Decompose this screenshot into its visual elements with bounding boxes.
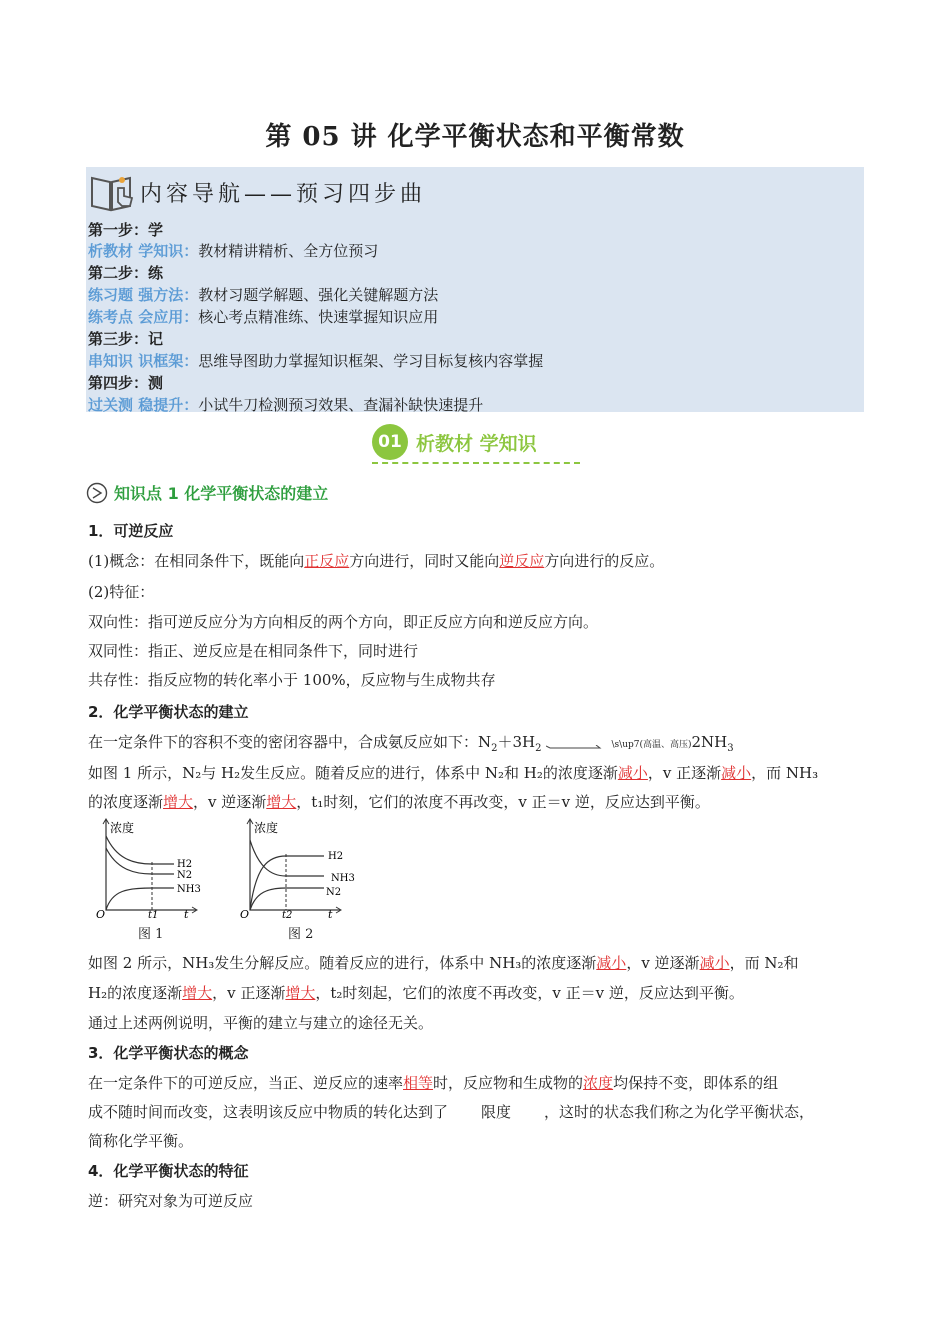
book-hand-icon [88, 170, 136, 214]
paragraph-line: 通过上述两例说明，平衡的建立与建立的途径无关。 [88, 1014, 434, 1032]
paragraph-line: 逆：研究对象为可逆反应 [88, 1192, 254, 1210]
text: 的浓度逐渐 [88, 793, 164, 811]
t-axis-label: t [184, 908, 189, 920]
text: ，v 正逐渐 [647, 764, 722, 782]
section-number: 01 [372, 424, 408, 460]
text: 如图 1 所示，N₂与 H₂发生反应。随着反应的进行，体系中 N₂和 H₂的浓度逐渐 [88, 764, 618, 782]
curve-label: N2 [326, 887, 342, 898]
answer-text: 增大 [163, 793, 194, 811]
text: ，v 正逐渐 [212, 984, 286, 1002]
answer-text: 增大 [182, 984, 213, 1002]
step-label: 第三步：记 [88, 330, 164, 348]
paragraph-line [88, 952, 799, 973]
step-label: 第一步：学 [88, 221, 164, 239]
text: ，t₁时刻，它们的浓度不再改变，v 正＝v 逆，反应达到平衡。 [296, 793, 710, 811]
content-navigation-box [86, 167, 864, 412]
y-axis-label: 浓度 [110, 821, 135, 835]
paragraph-line [88, 1072, 778, 1093]
section-label: 析教材 学知识 [416, 432, 537, 455]
t-axis-label: t [328, 908, 333, 920]
row-text: 思维导图助力掌握知识框架、学习目标复核内容掌握 [198, 352, 544, 370]
curve-label: H2 [177, 859, 193, 870]
text: 方向进行的反应。 [544, 552, 665, 570]
t1-label: t1 [148, 910, 159, 920]
t2-label: t2 [282, 910, 293, 920]
circled-arrow-icon [86, 482, 108, 504]
step-label: 第二步：练 [88, 264, 164, 282]
section-dash-divider [372, 462, 580, 464]
text: ，而 NH₃ [751, 764, 819, 782]
text: 成不随时间而改变，这表明该反应中物质的转化达到了 [88, 1103, 449, 1121]
y-axis-label: 浓度 [254, 821, 279, 835]
row-tag: 练习题 强方法： [88, 286, 199, 304]
row-text: 核心考点精准练、快速掌握知识应用 [198, 308, 439, 326]
text: ，t₂时刻起，它们的浓度不再改变，v 正＝v 逆，反应达到平衡。 [315, 984, 744, 1002]
text: 在一定条件下的可逆反应，当正、逆反应的速率 [88, 1074, 404, 1092]
origin-label: O [96, 908, 106, 920]
nav-row-5 [88, 394, 483, 415]
section-badge [372, 424, 537, 460]
answer-text: 逆反应 [499, 552, 545, 570]
nav-step-3 [88, 328, 163, 349]
paragraph-line [88, 762, 818, 783]
figure-1-caption: 图 1 [138, 927, 164, 942]
nav-row-1 [88, 240, 378, 261]
figure-2-caption: 图 2 [288, 927, 314, 942]
answer-text: 正反应 [304, 552, 350, 570]
answer-text: 增大 [266, 793, 297, 811]
text: 如图 2 所示，NH₃发生分解反应。随着反应的进行，体系中 NH₃的浓度逐渐 [88, 954, 597, 972]
row-tag: 串知识 识框架： [88, 352, 199, 370]
curve-label: H2 [328, 851, 344, 862]
paragraph-line: 简称化学平衡。 [88, 1132, 194, 1150]
figure-1-graph [92, 818, 210, 920]
row-tag: 析教材 学知识： [88, 242, 199, 260]
answer-text: 浓度 [583, 1074, 614, 1092]
nav-row-2 [88, 284, 438, 305]
subscript: 2 [535, 743, 542, 754]
answer-text: 减小 [596, 954, 627, 972]
text: ＋3H [497, 733, 536, 751]
answer-text: 减小 [699, 954, 730, 972]
row-text: 教材精讲精析、全方位预习 [198, 242, 379, 260]
subscript: 3 [727, 743, 734, 754]
knowledge-point-label: 知识点 1 化学平衡状态的建立 [114, 484, 329, 503]
nav-row-3 [88, 306, 438, 327]
curve-label: NH3 [331, 873, 355, 884]
row-tag: 练考点 会应用： [88, 308, 199, 326]
paragraph-line [88, 982, 744, 1003]
paragraph-line [88, 1101, 814, 1122]
knowledge-point-heading [86, 481, 328, 504]
nav-heading: 内容导航——预习四步曲 [140, 181, 427, 207]
text: ，这时的状态我们称之为化学平衡状态， [544, 1103, 815, 1121]
text: ，v 逆逐渐 [626, 954, 700, 972]
row-tag: 过关测 稳提升： [88, 396, 199, 414]
figure-2-graph [236, 818, 366, 920]
step-label: 第四步：测 [88, 374, 164, 392]
row-text: 教材习题学解题、强化关键解题方法 [198, 286, 439, 304]
concept-line [88, 550, 664, 571]
curve-label: NH3 [177, 884, 201, 895]
text: H₂的浓度逐渐 [88, 984, 183, 1002]
paragraph-line [88, 791, 710, 812]
feature-line-1: 双向性：指可逆反应分为方向相反的两个方向，即正反应方向和逆反应方向。 [88, 613, 599, 631]
heading-2: 2．化学平衡状态的建立 [88, 703, 249, 721]
heading-3: 3．化学平衡状态的概念 [88, 1044, 249, 1062]
equilibrium-arrow-icon [546, 745, 606, 755]
text: 均保持不变，即体系的组 [613, 1074, 779, 1092]
answer-text: 减小 [617, 764, 648, 782]
subscript: 2 [491, 743, 498, 754]
answer-text: 增大 [285, 984, 316, 1002]
text: (1)概念：在相同条件下，既能向 [88, 552, 305, 570]
text: ，而 N₂和 [729, 954, 799, 972]
text: 方向进行，同时又能向 [349, 552, 500, 570]
feature-line-3: 共存性：指反应物的转化率小于 100%，反应物与生成物共存 [88, 671, 496, 689]
nav-step-4 [88, 372, 163, 393]
text: 时，反应物和生成物的 [433, 1074, 584, 1092]
text: ，v 逆逐渐 [193, 793, 267, 811]
feature-heading: (2)特征： [88, 583, 155, 601]
nav-header [86, 167, 426, 217]
text: 2NH [691, 733, 728, 751]
origin-label: O [240, 908, 250, 920]
row-text: 小试牛刀检测预习效果、查漏补缺快速提升 [198, 396, 484, 414]
curve-label: N2 [177, 870, 193, 881]
nav-row-4 [88, 350, 543, 371]
page-title: 第 05 讲 化学平衡状态和平衡常数 [265, 122, 685, 152]
text: 在一定条件下的容积不变的密闭容器中，合成氨反应如下：N [88, 733, 492, 751]
field-code-text: \s\up7(高温、高压) [611, 740, 692, 750]
nav-step-1 [88, 219, 163, 240]
answer-text: 相等 [403, 1074, 434, 1092]
heading-1: 1．可逆反应 [88, 522, 174, 540]
nav-step-2 [88, 262, 163, 283]
equation-line [88, 731, 734, 754]
heading-4: 4．化学平衡状态的特征 [88, 1162, 249, 1180]
limit-text: 限度 [481, 1103, 512, 1121]
answer-text: 减小 [721, 764, 752, 782]
feature-line-2: 双同性：指正、逆反应是在相同条件下，同时进行 [88, 642, 419, 660]
